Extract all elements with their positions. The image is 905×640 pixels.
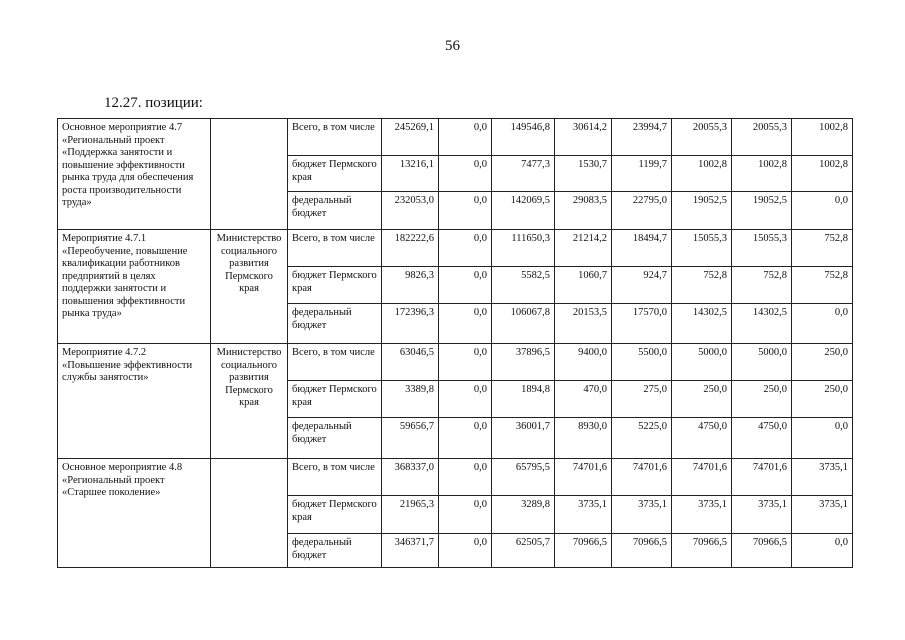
table-row xyxy=(58,344,853,381)
amount-cell: 106067,8 xyxy=(492,304,555,344)
amount-cell: 59656,7 xyxy=(382,418,439,459)
funding-source-cell: бюджет Пермского края xyxy=(288,381,382,418)
amount-cell: 752,8 xyxy=(792,230,853,267)
amount-cell: 0,0 xyxy=(439,192,492,230)
amount-cell: 5225,0 xyxy=(612,418,672,459)
funding-source-cell: бюджет Пермского края xyxy=(288,156,382,192)
amount-cell: 36001,7 xyxy=(492,418,555,459)
amount-cell: 3735,1 xyxy=(612,496,672,534)
table-row xyxy=(58,230,853,267)
amount-cell: 0,0 xyxy=(439,534,492,568)
amount-cell: 1894,8 xyxy=(492,381,555,418)
funding-source-cell: федеральный бюджет xyxy=(288,534,382,568)
amount-cell: 5582,5 xyxy=(492,267,555,304)
amount-cell: 15055,3 xyxy=(732,230,792,267)
amount-cell: 19052,5 xyxy=(732,192,792,230)
amount-cell: 70966,5 xyxy=(555,534,612,568)
amount-cell: 23994,7 xyxy=(612,119,672,156)
amount-cell: 752,8 xyxy=(792,267,853,304)
amount-cell: 5000,0 xyxy=(732,344,792,381)
amount-cell: 74701,6 xyxy=(672,459,732,496)
amount-cell: 752,8 xyxy=(732,267,792,304)
amount-cell: 1002,8 xyxy=(732,156,792,192)
amount-cell: 15055,3 xyxy=(672,230,732,267)
funding-source-cell: бюджет Пермского края xyxy=(288,496,382,534)
section-heading: 12.27. позиции: xyxy=(104,95,203,111)
amount-cell: 245269,1 xyxy=(382,119,439,156)
amount-cell: 275,0 xyxy=(612,381,672,418)
amount-cell: 19052,5 xyxy=(672,192,732,230)
amount-cell: 29083,5 xyxy=(555,192,612,230)
amount-cell: 1530,7 xyxy=(555,156,612,192)
amount-cell: 0,0 xyxy=(439,381,492,418)
amount-cell: 74701,6 xyxy=(612,459,672,496)
amount-cell: 924,7 xyxy=(612,267,672,304)
amount-cell: 142069,5 xyxy=(492,192,555,230)
funding-source-cell: федеральный бюджет xyxy=(288,304,382,344)
amount-cell: 3289,8 xyxy=(492,496,555,534)
amount-cell: 70966,5 xyxy=(732,534,792,568)
amount-cell: 3389,8 xyxy=(382,381,439,418)
executor-cell xyxy=(211,119,288,230)
amount-cell: 70966,5 xyxy=(672,534,732,568)
executor-cell: Министерство социального развития Пермского края xyxy=(211,230,288,344)
activity-name-cell: Мероприятие 4.7.1 «Переобучение, повышение квалификации работников предприятий в целях поддержки занятости и повышения эффективности рынка труда» xyxy=(58,230,211,344)
amount-cell: 9400,0 xyxy=(555,344,612,381)
amount-cell: 21965,3 xyxy=(382,496,439,534)
amount-cell: 3735,1 xyxy=(792,496,853,534)
amount-cell: 149546,8 xyxy=(492,119,555,156)
amount-cell: 63046,5 xyxy=(382,344,439,381)
amount-cell: 250,0 xyxy=(732,381,792,418)
amount-cell: 3735,1 xyxy=(555,496,612,534)
amount-cell: 14302,5 xyxy=(732,304,792,344)
amount-cell: 3735,1 xyxy=(792,459,853,496)
funding-source-cell: бюджет Пермского края xyxy=(288,267,382,304)
amount-cell: 0,0 xyxy=(439,230,492,267)
amount-cell: 4750,0 xyxy=(672,418,732,459)
amount-cell: 20153,5 xyxy=(555,304,612,344)
amount-cell: 5000,0 xyxy=(672,344,732,381)
amount-cell: 20055,3 xyxy=(732,119,792,156)
amount-cell: 3735,1 xyxy=(672,496,732,534)
amount-cell: 7477,3 xyxy=(492,156,555,192)
amount-cell: 70966,5 xyxy=(612,534,672,568)
amount-cell: 0,0 xyxy=(439,267,492,304)
amount-cell: 3735,1 xyxy=(732,496,792,534)
amount-cell: 0,0 xyxy=(439,156,492,192)
amount-cell: 250,0 xyxy=(792,381,853,418)
amount-cell: 1002,8 xyxy=(672,156,732,192)
amount-cell: 1060,7 xyxy=(555,267,612,304)
amount-cell: 21214,2 xyxy=(555,230,612,267)
amount-cell: 0,0 xyxy=(792,534,853,568)
amount-cell: 14302,5 xyxy=(672,304,732,344)
amount-cell: 1199,7 xyxy=(612,156,672,192)
amount-cell: 13216,1 xyxy=(382,156,439,192)
activity-name-cell: Основное мероприятие 4.7 «Региональный проект «Поддержка занятости и повышение эффективности рынка труда для обеспечения роста производительности труда» xyxy=(58,119,211,230)
amount-cell: 62505,7 xyxy=(492,534,555,568)
funding-source-cell: Всего, в том числе xyxy=(288,459,382,496)
amount-cell: 0,0 xyxy=(792,304,853,344)
amount-cell: 17570,0 xyxy=(612,304,672,344)
amount-cell: 368337,0 xyxy=(382,459,439,496)
table-body xyxy=(58,119,853,568)
budget-table xyxy=(57,118,853,568)
amount-cell: 0,0 xyxy=(439,119,492,156)
amount-cell: 30614,2 xyxy=(555,119,612,156)
amount-cell: 1002,8 xyxy=(792,119,853,156)
amount-cell: 111650,3 xyxy=(492,230,555,267)
amount-cell: 470,0 xyxy=(555,381,612,418)
page-number: 56 xyxy=(445,38,460,54)
amount-cell: 8930,0 xyxy=(555,418,612,459)
amount-cell: 752,8 xyxy=(672,267,732,304)
table-row xyxy=(58,119,853,156)
amount-cell: 182222,6 xyxy=(382,230,439,267)
amount-cell: 18494,7 xyxy=(612,230,672,267)
amount-cell: 0,0 xyxy=(792,192,853,230)
amount-cell: 74701,6 xyxy=(732,459,792,496)
amount-cell: 0,0 xyxy=(439,344,492,381)
amount-cell: 250,0 xyxy=(672,381,732,418)
amount-cell: 0,0 xyxy=(792,418,853,459)
amount-cell: 232053,0 xyxy=(382,192,439,230)
amount-cell: 37896,5 xyxy=(492,344,555,381)
amount-cell: 0,0 xyxy=(439,496,492,534)
executor-cell xyxy=(211,459,288,568)
amount-cell: 346371,7 xyxy=(382,534,439,568)
amount-cell: 0,0 xyxy=(439,304,492,344)
funding-source-cell: Всего, в том числе xyxy=(288,230,382,267)
amount-cell: 172396,3 xyxy=(382,304,439,344)
table-row xyxy=(58,459,853,496)
funding-source-cell: Всего, в том числе xyxy=(288,119,382,156)
amount-cell: 4750,0 xyxy=(732,418,792,459)
amount-cell: 1002,8 xyxy=(792,156,853,192)
amount-cell: 22795,0 xyxy=(612,192,672,230)
executor-cell: Министерство социального развития Пермского края xyxy=(211,344,288,459)
activity-name-cell: Мероприятие 4.7.2 «Повышение эффективности службы занятости» xyxy=(58,344,211,459)
amount-cell: 250,0 xyxy=(792,344,853,381)
amount-cell: 0,0 xyxy=(439,459,492,496)
amount-cell: 65795,5 xyxy=(492,459,555,496)
amount-cell: 0,0 xyxy=(439,418,492,459)
funding-source-cell: Всего, в том числе xyxy=(288,344,382,381)
amount-cell: 9826,3 xyxy=(382,267,439,304)
amount-cell: 20055,3 xyxy=(672,119,732,156)
activity-name-cell: Основное мероприятие 4.8 «Региональный проект «Старшее поколение» xyxy=(58,459,211,568)
funding-source-cell: федеральный бюджет xyxy=(288,192,382,230)
amount-cell: 5500,0 xyxy=(612,344,672,381)
amount-cell: 74701,6 xyxy=(555,459,612,496)
funding-source-cell: федеральный бюджет xyxy=(288,418,382,459)
